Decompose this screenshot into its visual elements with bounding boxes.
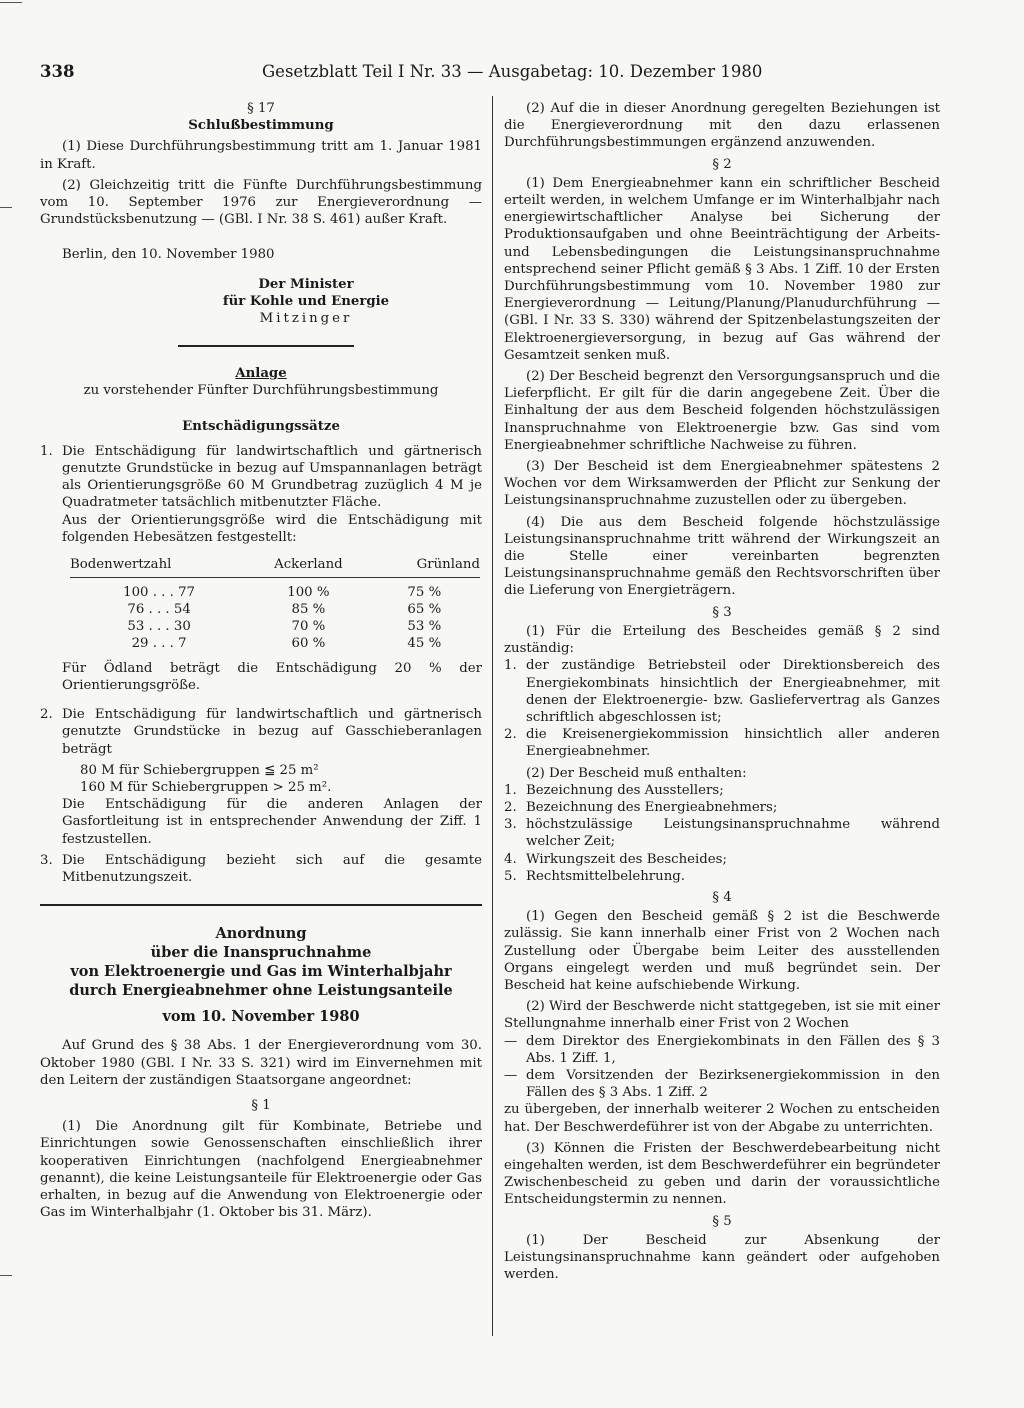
section-5-number: § 5	[712, 1213, 732, 1229]
s2-paragraph-1: (1) Dem Energieabnehmer kann ein schriftlicher Bescheid erteilt werden, in welchem Umfange er im Winterhalbjahr nach energiewirtschaftlicher Analyse bei Sicherung der Produktionsaufgaben und ohne Beeinträchtigung der Arbeits- und Lebensbedingungen die Leistungsinanspruchnahme entsprechend seiner Pflicht gemäß § 3 Abs. 1 Ziff. 10 der Ersten Durchführungsbestimmung vom 10. November 1980 zur Energieverordnung — Leitung/Planung/Planudurchführung — (GBl. I Nr. 33 S. 330) während der Spitzenbelastungszeiten der Elektroenergieversorgung, in bezug auf Gas während der Gesamtzeit senken muß.	[504, 175, 940, 363]
margin-mark	[0, 2, 22, 3]
anordnung-title-2: über die Inanspruchnahme	[150, 944, 372, 962]
anlage-title: Anlage	[235, 366, 287, 382]
table-cell: 45 %	[407, 635, 442, 651]
table-cell: 75 %	[407, 584, 442, 600]
left-column	[40, 100, 482, 1221]
list-item	[504, 816, 940, 850]
list-item	[504, 726, 940, 760]
table-cell: 53 %	[407, 618, 442, 634]
item-number: 3.	[40, 852, 53, 868]
table-cell: 65 %	[407, 601, 442, 617]
section-1-number: § 1	[251, 1098, 271, 1114]
section-4-number: § 4	[712, 889, 732, 905]
section-17-number: § 17	[247, 101, 275, 116]
list-item-text: Bezeichnung des Ausstellers;	[526, 782, 724, 798]
table-cell: 100 %	[287, 584, 330, 600]
s4-paragraph-2: (2) Wird der Beschwerde nicht stattgegeben, ist sie mit einer Stellungnahme innerhalb einer Frist von 2 Wochen	[504, 999, 940, 1032]
right-column	[504, 100, 940, 1283]
item-number: 1.	[504, 658, 517, 674]
list-item	[40, 706, 482, 848]
signature-line-2: für Kohle und Energie	[222, 293, 390, 309]
section-17-title: Schlußbestimmung	[188, 118, 334, 134]
item-number: 2.	[40, 707, 53, 723]
s5-paragraph-1: (1) Der Bescheid zur Absenkung der Leistungsinanspruchnahme kann geändert oder aufgehoben werden.	[504, 1232, 940, 1283]
s2-paragraph-2: (2) Der Bescheid begrenzt den Versorgungsanspruch und die Lieferpflicht. Er gilt für die darin angegebene Zeit. Über die Einhaltung der aus dem Bescheid folgenden höchstzulässigen Inanspruchnahme von Elektroenergie bzw. Gas sind vom Energieabnehmer schriftliche Nachweise zu führen.	[504, 369, 940, 453]
list-item	[40, 852, 482, 886]
margin-mark	[0, 1275, 12, 1276]
item-1-text: Die Entschädigung für landwirtschaftlich und gärtnerisch genutzte Grundstücke in bezug auf Umspannanlagen beträgt als Orientierungsgröße 60 M Grundbetrag zuzüglich 4 M je Quadratmeter tatsächlich mitbenutzter Fläche.	[62, 443, 482, 511]
item-2-line-1: 80 M für Schiebergruppen ≦ 25 m²	[80, 762, 319, 778]
s3-paragraph-2: (2) Der Bescheid muß enthalten:	[526, 765, 747, 781]
list-item	[504, 868, 940, 885]
anordnung-title-4: durch Energieabnehmer ohne Leistungsanteile	[69, 982, 453, 1000]
item-number: 5.	[504, 868, 517, 884]
table-cell: 53 . . . 30	[127, 618, 191, 634]
item-number: 1.	[504, 782, 517, 798]
table-cell: 60 %	[291, 635, 326, 651]
table-cell: 100 . . . 77	[123, 584, 196, 600]
s1-paragraph-1: (1) Die Anordnung gilt für Kombinate, Betriebe und Einrichtungen sowie Genossenschaften einschließlich ihrer kooperativen Einrichtungen (nachfolgend Energieabnehmer genannt), die keine Leistungsanteile für Elektroenergie oder Gas erhalten, in bezug auf die Anwendung von Elektroenergie oder Gas im Winterhalbjahr (1. Oktober bis 31. März).	[40, 1119, 482, 1221]
table-cell: 85 %	[291, 601, 326, 617]
item-3-text: Die Entschädigung bezieht sich auf die gesamte Mitbenutzungszeit.	[62, 852, 482, 885]
item-2-text: Die Entschädigung für landwirtschaftlich und gärtnerisch genutzte Grundstücke in bezug auf Gasschieberanlagen beträgt	[62, 707, 482, 757]
list-item-text: Bezeichnung des Energieabnehmers;	[526, 799, 778, 815]
item-number: 2.	[504, 799, 517, 815]
table-cell: 29 . . . 7	[131, 635, 187, 651]
table-row	[70, 601, 480, 618]
list-item-text: höchstzulässige Leistungsinanspruchnahme während welcher Zeit;	[526, 817, 940, 850]
item-2-line-2: 160 M für Schiebergruppen > 25 m².	[80, 779, 332, 795]
table-cell: 76 . . . 54	[127, 601, 191, 617]
running-title: Gesetzblatt Teil I Nr. 33 — Ausgabetag: 10. Dezember 1980	[262, 62, 763, 81]
list-item	[504, 1067, 940, 1101]
s17-paragraph-1: (1) Diese Durchführungsbestimmung tritt am 1. Januar 1981 in Kraft.	[40, 139, 482, 172]
dash-marker: —	[504, 1067, 518, 1083]
table-cell: 70 %	[291, 618, 326, 634]
list-item	[504, 782, 940, 799]
preamble: Auf Grund des § 38 Abs. 1 der Energieverordnung vom 30. Oktober 1980 (GBl. I Nr. 33 S. 321) wird im Einvernehmen mit den Leitern der zuständigen Staatsorgane angeordnet:	[40, 1038, 482, 1088]
section-2-number: § 2	[712, 156, 732, 172]
list-item-text: Wirkungszeit des Bescheides;	[526, 851, 727, 867]
table-header: Bodenwertzahl	[70, 554, 248, 578]
rate-table	[70, 554, 480, 652]
page-number: 338	[40, 62, 75, 81]
s3-item-2: die Kreisenergiekommission hinsichtlich aller anderen Energieabnehmer.	[526, 727, 940, 760]
s4-paragraph-1: (1) Gegen den Bescheid gemäß § 2 ist die Beschwerde zulässig. Sie kann innerhalb einer Frist von 2 Wochen nach Zustellung oder Übergabe beim Leiter des ausstellenden Organs eingelegt werden und muß begründet sein. Der Bescheid hat keine aufschiebende Wirkung.	[504, 909, 940, 993]
dash-marker: —	[504, 1033, 518, 1049]
table-row	[70, 618, 480, 635]
anordnung-title-1: Anordnung	[215, 925, 307, 943]
s4-paragraph-2b: zu übergeben, der innerhalb weiterer 2 Wochen zu entscheiden hat. Der Beschwerdeführer ist von der Abgabe zu unterrichten.	[504, 1102, 940, 1135]
s3-item-1: der zuständige Betriebsteil oder Direktionsbereich des Energiekombinats hinsichtlich der Energieabnehmer, mit denen der Elektroenergie- bzw. Gasliefervertrag als Ganzes schriftlich abgeschlossen ist;	[526, 658, 940, 725]
list-item	[40, 443, 482, 546]
anlage-subtitle: zu vorstehender Fünfter Durchführungsbestimmung	[83, 383, 439, 399]
list-item-text: Rechtsmittelbelehrung.	[526, 868, 686, 884]
anordnung-date: vom 10. November 1980	[162, 1008, 360, 1026]
s1-paragraph-2: (2) Auf die in dieser Anordnung geregelten Beziehungen ist die Energieverordnung mit den dazu erlassenen Durchführungsbestimmungen ergänzend anzuwenden.	[504, 101, 940, 151]
s4-dash-1: dem Direktor des Energiekombinats in den Fällen des § 3 Abs. 1 Ziff. 1,	[526, 1033, 940, 1066]
s17-paragraph-2: (2) Gleichzeitig tritt die Fünfte Durchführungsbestimmung vom 10. September 1976 zur Energieverordnung — Grundstücksbenutzung — (GBl. I Nr. 38 S. 461) außer Kraft.	[40, 177, 482, 228]
signature-line-1: Der Minister	[258, 276, 354, 292]
table-row	[70, 635, 480, 652]
place-date: Berlin, den 10. November 1980	[62, 247, 275, 263]
table-row	[70, 584, 480, 601]
table-header: Ackerland	[248, 554, 368, 578]
signature-name: Mitzinger	[259, 311, 353, 327]
list-item	[504, 1033, 940, 1067]
item-number: 2.	[504, 727, 517, 743]
s4-dash-2: dem Vorsitzenden der Bezirksenergiekommission in den Fällen des § 3 Abs. 1 Ziff. 2	[526, 1067, 940, 1101]
item-1-text-2: Aus der Orientierungsgröße wird die Entschädigung mit folgenden Hebesätzen festgestellt:	[62, 512, 482, 545]
margin-mark	[0, 207, 12, 208]
s2-paragraph-3: (3) Der Bescheid ist dem Energieabnehmer spätestens 2 Wochen vor dem Wirksamwerden der Pflicht zur Senkung der Leistungsinanspruchnahme zuzustellen oder zu übergeben.	[504, 459, 940, 509]
oedland-text: Für Ödland beträgt die Entschädigung 20 % der Orientierungsgröße.	[62, 660, 482, 693]
s3-paragraph-1: (1) Für die Erteilung des Bescheides gemäß § 2 sind zuständig:	[504, 623, 940, 657]
list-item	[504, 657, 940, 726]
item-number: 1.	[40, 443, 53, 459]
column-divider	[492, 96, 493, 1336]
s2-paragraph-4: (4) Die aus dem Bescheid folgende höchstzulässige Leistungsinanspruchnahme tritt während der Wirkungszeit an die Stelle einer vereinbarten begrenzten Leistungsinanspruchnahme gemäß den Rechtsvorschriften über die Lieferung von Energieträgern.	[504, 514, 940, 599]
item-number: 3.	[504, 817, 517, 833]
section-3-number: § 3	[712, 604, 732, 620]
anordnung-title-3: von Elektroenergie und Gas im Winterhalbjahr	[70, 963, 452, 981]
table-header: Grünland	[369, 554, 480, 578]
s4-paragraph-3: (3) Können die Fristen der Beschwerdebearbeitung nicht eingehalten werden, ist dem Beschwerdeführer ein begründeter Zwischenbescheid zu geben und darin der voraussichtliche Entscheidungstermin zu nennen.	[504, 1140, 940, 1208]
item-2-text-2: Die Entschädigung für die anderen Anlagen der Gasfortleitung ist in entsprechender Anwendung der Ziff. 1 festzustellen.	[62, 797, 482, 847]
item-number: 4.	[504, 851, 517, 867]
list-item	[504, 851, 940, 868]
compensation-title: Entschädigungssätze	[182, 418, 340, 434]
list-item	[504, 799, 940, 816]
